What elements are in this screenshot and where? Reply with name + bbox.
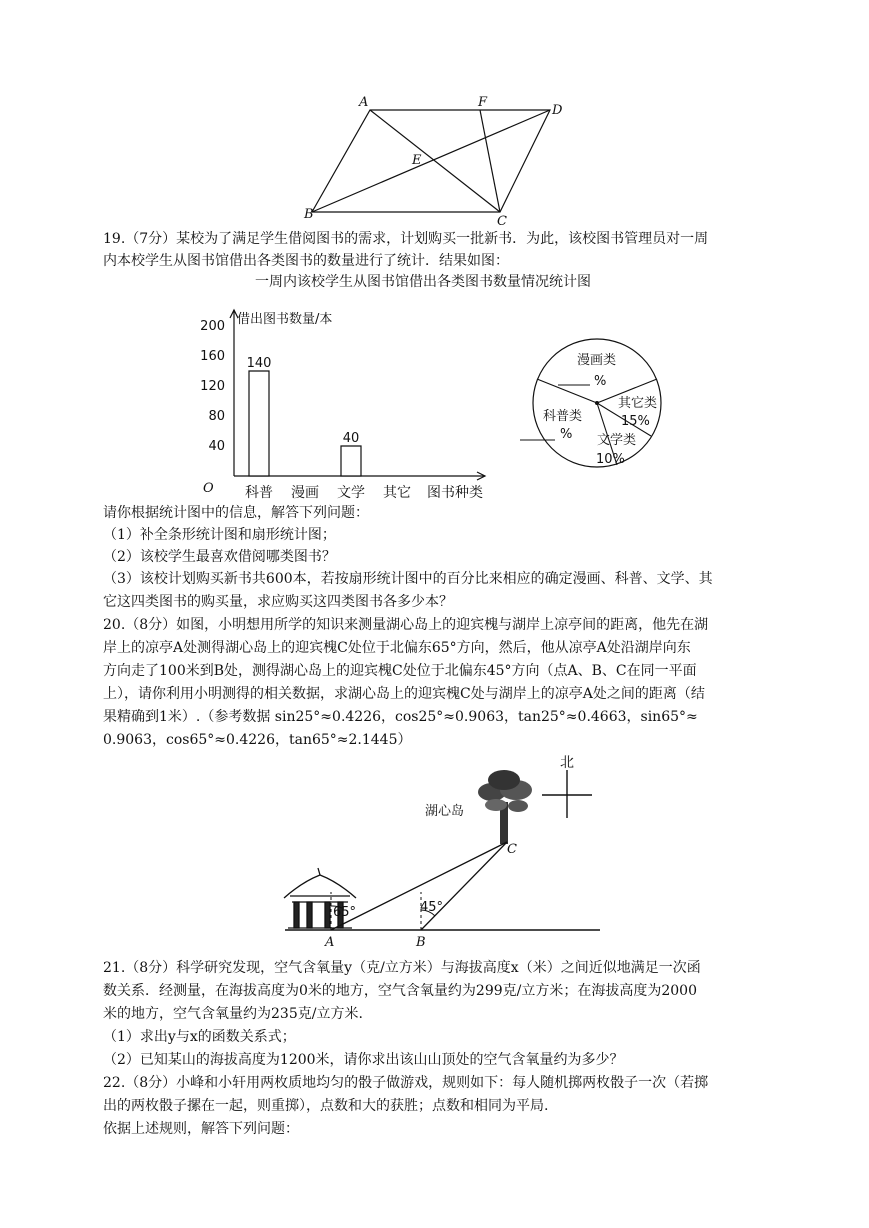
angle-a-label: 65°: [333, 905, 357, 920]
bar-data-label: 140: [246, 356, 272, 371]
q21-line1: 21.（8分）科学研究发现，空气含氧量y（克/立方米）与海拔高度x（米）之间近似地满足一次函: [103, 960, 701, 976]
pie-pct-wenxue: 10%: [596, 452, 625, 467]
category-label: 文学: [337, 485, 365, 501]
label-e: E: [412, 153, 422, 168]
q19-after-text: 请你根据统计图中的信息，解答下列问题：: [103, 505, 369, 521]
y-tick-label: 120: [200, 379, 225, 394]
pie-label-mangua: 漫画类: [577, 353, 617, 368]
q22-line3: 依据上述规则，解答下列问题：: [103, 1121, 299, 1137]
q19-sub1: （1）补全条形统计图和扇形统计图；: [103, 527, 336, 543]
q19-sub3-line2: 它这四类图书的购买量，求应购买这四类图书各多少本？: [103, 594, 453, 610]
pie-pct-kepu: %: [560, 427, 573, 442]
q21-sub1: （1）求出y与x的函数关系式；: [103, 1029, 296, 1045]
pie-pct-qita: 15%: [621, 414, 650, 429]
pie-divider-1: [537, 379, 597, 403]
q19-stem-line2: 内本校学生从图书馆借出各类图书的数量进行了统计．结果如图：: [103, 253, 509, 269]
label-a: A: [359, 95, 369, 110]
pie-label-kepu: 科普类: [543, 409, 583, 424]
diagonal-bd: [312, 110, 550, 212]
diagonal-ac: [370, 110, 500, 212]
q20-line2: 岸上的凉亭A处测得湖心岛上的迎宾槐C处位于北偏东65°方向，然后，他从凉亭A处沿湖岸向东: [103, 640, 691, 656]
lake-figure: [270, 750, 610, 955]
island-label: 湖心岛: [425, 804, 465, 819]
bar-data-label: 40: [342, 431, 360, 446]
pie-chart: [510, 330, 685, 480]
north-label: 北: [560, 755, 574, 771]
bar: [341, 446, 361, 476]
segment-ac: [331, 842, 507, 930]
q20-line1: 20.（8分）如图，小明想用所学的知识来测量湖心岛上的迎宾槐与湖岸上凉亭间的距离，他先在湖: [103, 617, 709, 633]
pie-pct-mangua: %: [594, 374, 607, 389]
pie-label-wenxue: 文学类: [597, 433, 637, 448]
x-axis-label: 图书种类: [427, 485, 483, 501]
bar-chart: [195, 300, 505, 505]
category-label: 其它: [383, 485, 411, 501]
category-label: 漫画: [291, 485, 319, 501]
q19-stem-line1: 19.（7分）某校为了满足学生借阅图书的需求，计划购买一批新书．为此，该校图书管理员对一周: [103, 231, 709, 247]
y-tick-label: 160: [200, 349, 225, 364]
q20-line6: 0.9063，cos65°≈0.4226，tan65°≈2.1445）: [103, 732, 412, 748]
label-b: B: [416, 935, 426, 950]
q22-line1: 22.（8分）小峰和小轩用两枚质地均匀的骰子做游戏，规则如下：每人随机掷两枚骰子一次（若掷: [103, 1075, 709, 1091]
label-f: F: [478, 95, 488, 110]
q19-sub3-line1: （3）该校计划购买新书共600本，若按扇形统计图中的百分比来相应的确定漫画、科普、文学、其: [103, 571, 713, 587]
parallelogram-figure: [300, 92, 580, 227]
q21-line2: 数关系．经测量，在海拔高度为0米的地方，空气含氧量约为299克/立方米；在海拔高度为2000: [103, 983, 697, 999]
q21-sub2: （2）已知某山的海拔高度为1200米，请你求出该山山顶处的空气含氧量约为多少？: [103, 1052, 624, 1068]
chart-title: 一周内该校学生从图书馆借出各类图书数量情况统计图: [255, 274, 591, 290]
q22-line2: 出的两枚骰子摞在一起，则重掷），点数和大的获胜；点数和相同为平局.: [103, 1098, 549, 1114]
angle-b-label: 45°: [420, 900, 444, 915]
label-b: B: [304, 207, 314, 222]
segment-bc: [421, 842, 507, 930]
tree-icon: [478, 770, 532, 844]
origin-label: O: [203, 481, 214, 496]
q20-line3: 方向走了100米到B处，测得湖心岛上的迎宾槐C处位于北偏东45°方向（点A、B、C在同一平面: [103, 663, 697, 679]
q20-line4: 上），请你利用小明测得的相关数据，求湖心岛上的迎宾槐C处与湖岸上的凉亭A处之间的距离（结: [103, 686, 705, 702]
label-c: C: [497, 214, 507, 227]
q19-sub2: （2）该校学生最喜欢借阅哪类图书？: [103, 549, 336, 565]
compass-icon: [542, 770, 592, 818]
label-c: C: [507, 842, 517, 857]
segment-cf: [480, 110, 500, 212]
q20-line5: 果精确到1米）.（参考数据 sin25°≈0.4226，cos25°≈0.9063，tan25°≈0.4663，sin65°≈: [103, 709, 698, 725]
label-a: A: [325, 935, 335, 950]
y-tick-label: 80: [208, 409, 225, 424]
category-label: 科普: [245, 485, 273, 501]
y-axis-label: 借出图书数量/本: [237, 312, 333, 327]
y-tick-label: 200: [200, 319, 225, 334]
q21-line3: 米的地方，空气含氧量约为235克/立方米.: [103, 1006, 363, 1022]
bar: [249, 371, 269, 476]
y-tick-label: 40: [208, 439, 225, 454]
label-d: D: [552, 103, 563, 118]
pie-label-qita: 其它类: [618, 396, 658, 411]
